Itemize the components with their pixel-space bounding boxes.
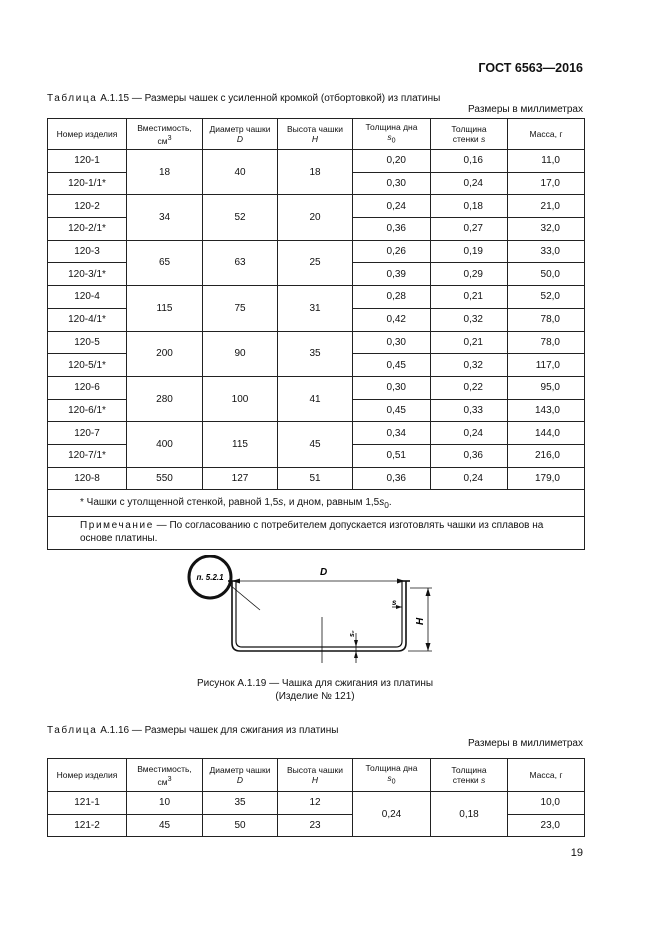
cell-capacity: 550 — [127, 467, 203, 490]
cell-wall: 0,18 — [431, 792, 508, 837]
arrow-s0-top — [354, 640, 358, 647]
cell-capacity: 115 — [127, 286, 203, 331]
cell-capacity: 45 — [127, 814, 203, 837]
cell-mass: 10,0 — [508, 792, 585, 815]
cell-mass: 179,0 — [508, 467, 585, 490]
cell-height: 31 — [278, 286, 353, 331]
header-wall: Толщина стенки s — [431, 119, 508, 150]
cell-wall: 0,29 — [431, 263, 508, 286]
cell-mass: 144,0 — [508, 422, 585, 445]
header-bottom: Толщина дна $s_0$ — [353, 759, 431, 792]
cell-capacity: 65 — [127, 240, 203, 285]
cell-item: 120-7/1* — [48, 444, 127, 467]
table-row — [48, 150, 585, 173]
callout-leader — [230, 585, 260, 610]
cell-capacity: 18 — [127, 150, 203, 195]
cell-item: 120-8 — [48, 467, 127, 490]
cell-wall: 0,21 — [431, 286, 508, 309]
cell-height: 41 — [278, 376, 353, 421]
dimension-d-label: D — [320, 567, 328, 578]
cell-wall: 0,22 — [431, 376, 508, 399]
table2 — [47, 758, 585, 837]
figure-caption-line1: Рисунок А.1.19 — Чашка для сжигания из платины — [196, 678, 434, 689]
cell-bottom: 0,26 — [353, 240, 431, 263]
cell-item: 120-1/1* — [48, 172, 127, 195]
header-height: Высота чашки H — [278, 759, 353, 792]
cell-mass: 52,0 — [508, 286, 585, 309]
table2-units: Размеры в миллиметрах — [468, 738, 583, 749]
table1-units: Размеры в миллиметрах — [468, 104, 583, 115]
callout-label: п. 5.2.1 — [196, 573, 224, 582]
cell-bottom: 0,51 — [353, 444, 431, 467]
cell-wall: 0,24 — [431, 422, 508, 445]
cell-diameter: 115 — [203, 422, 278, 467]
header-mass: Масса, г — [508, 119, 585, 150]
table2-label: Таблица — [47, 725, 98, 736]
table2-title: А.1.16 — Размеры чашек для сжигания из платины — [97, 725, 339, 736]
table1-note-row — [48, 517, 585, 550]
cell-bottom: 0,36 — [353, 218, 431, 241]
table2-header-row — [48, 759, 585, 792]
table1-title: А.1.15 — Размеры чашек с усиленной кромкой (отбортовкой) из платины — [97, 93, 441, 104]
cell-diameter: 100 — [203, 376, 278, 421]
dimension-h-label: H — [415, 617, 426, 625]
cell-mass: 78,0 — [508, 331, 585, 354]
cell-capacity: 200 — [127, 331, 203, 376]
table-row — [48, 240, 585, 263]
figure-caption — [180, 677, 450, 703]
cell-item: 120-5/1* — [48, 354, 127, 377]
cell-bottom: 0,24 — [353, 195, 431, 218]
cell-wall: 0,27 — [431, 218, 508, 241]
cell-wall: 0,24 — [431, 172, 508, 195]
header-capacity: Вместимость, $см^3$ — [127, 119, 203, 150]
table-row — [48, 195, 585, 218]
cell-mass: 117,0 — [508, 354, 585, 377]
cell-bottom: 0,42 — [353, 308, 431, 331]
cup-outer-wall — [232, 581, 406, 651]
table1-note: Примечание — По согласованию с потребителем допускается изготовлять чашки из сплавов на основе платины. — [48, 517, 585, 550]
table1-label: Таблица — [47, 93, 98, 104]
table-row — [48, 467, 585, 490]
cell-item: 120-4/1* — [48, 308, 127, 331]
cell-item: 120-6 — [48, 376, 127, 399]
cell-wall: 0,16 — [431, 150, 508, 173]
cell-bottom: 0,24 — [353, 792, 431, 837]
cell-bottom: 0,30 — [353, 376, 431, 399]
standard-number: ГОСТ 6563—2016 — [478, 61, 583, 75]
figure-caption-line2: (Изделие № 121) — [275, 691, 355, 702]
header-mass: Масса, г — [508, 759, 585, 792]
arrow-h-top — [426, 588, 431, 596]
cell-capacity: 400 — [127, 422, 203, 467]
header-wall: Толщина стенки s — [431, 759, 508, 792]
cell-bottom: 0,36 — [353, 467, 431, 490]
cell-height: 25 — [278, 240, 353, 285]
cell-capacity: 280 — [127, 376, 203, 421]
dimension-s0-label: s₀ — [349, 630, 356, 637]
cell-height: 23 — [278, 814, 353, 837]
cell-item: 120-3/1* — [48, 263, 127, 286]
cell-item: 120-2/1* — [48, 218, 127, 241]
cell-capacity: 34 — [127, 195, 203, 240]
cell-bottom: 0,28 — [353, 286, 431, 309]
arrow-h-bottom — [426, 643, 431, 651]
cell-item: 120-1 — [48, 150, 127, 173]
header-height: Высота чашки H — [278, 119, 353, 150]
header-capacity: Вместимость, $см^3$ — [127, 759, 203, 792]
cell-height: 12 — [278, 792, 353, 815]
cell-mass: 17,0 — [508, 172, 585, 195]
cell-mass: 33,0 — [508, 240, 585, 263]
cell-bottom: 0,20 — [353, 150, 431, 173]
cell-bottom: 0,34 — [353, 422, 431, 445]
table1 — [47, 118, 585, 550]
cell-mass: 23,0 — [508, 814, 585, 837]
table-row — [48, 286, 585, 309]
cell-mass: 32,0 — [508, 218, 585, 241]
cup-drawing — [180, 555, 450, 670]
table-row — [48, 376, 585, 399]
dimension-s-label: s — [392, 598, 397, 607]
cell-bottom: 0,39 — [353, 263, 431, 286]
table-row — [48, 792, 585, 815]
cell-bottom: 0,45 — [353, 354, 431, 377]
cell-height: 51 — [278, 467, 353, 490]
cell-item: 120-6/1* — [48, 399, 127, 422]
cell-diameter: 52 — [203, 195, 278, 240]
cell-wall: 0,36 — [431, 444, 508, 467]
table1-footnote: * Чашки с утолщенной стенкой, равной 1,5s, и дном, равным $1,5s_0$. — [48, 490, 585, 517]
cell-mass: 11,0 — [508, 150, 585, 173]
cell-item: 121-1 — [48, 792, 127, 815]
table2-caption — [47, 725, 338, 736]
cell-wall: 0,18 — [431, 195, 508, 218]
header-diameter: Диаметр чашки D — [203, 759, 278, 792]
cell-diameter: 90 — [203, 331, 278, 376]
header-bottom: Толщина дна $s_0$ — [353, 119, 431, 150]
table-row — [48, 422, 585, 445]
cell-wall: 0,21 — [431, 331, 508, 354]
cell-wall: 0,32 — [431, 308, 508, 331]
cell-mass: 21,0 — [508, 195, 585, 218]
cell-item: 120-4 — [48, 286, 127, 309]
cell-wall: 0,33 — [431, 399, 508, 422]
cell-bottom: 0,45 — [353, 399, 431, 422]
cell-item: 120-3 — [48, 240, 127, 263]
cell-mass: 95,0 — [508, 376, 585, 399]
cell-diameter: 75 — [203, 286, 278, 331]
cell-height: 35 — [278, 331, 353, 376]
cell-wall: 0,19 — [431, 240, 508, 263]
cell-mass: 78,0 — [508, 308, 585, 331]
table1-header-row — [48, 119, 585, 150]
cell-item: 120-7 — [48, 422, 127, 445]
cell-item: 120-5 — [48, 331, 127, 354]
table1-caption — [47, 93, 440, 104]
table-row — [48, 331, 585, 354]
cell-height: 18 — [278, 150, 353, 195]
cell-diameter: 127 — [203, 467, 278, 490]
cell-mass: 143,0 — [508, 399, 585, 422]
cell-diameter: 35 — [203, 792, 278, 815]
cell-height: 45 — [278, 422, 353, 467]
cell-wall: 0,24 — [431, 467, 508, 490]
cell-capacity: 10 — [127, 792, 203, 815]
cup-inner-wall — [236, 581, 402, 647]
header-item: Номер изделия — [48, 119, 127, 150]
page-number: 19 — [570, 847, 583, 859]
cell-wall: 0,32 — [431, 354, 508, 377]
cell-bottom: 0,30 — [353, 172, 431, 195]
header-diameter: Диаметр чашки D — [203, 119, 278, 150]
cell-diameter: 40 — [203, 150, 278, 195]
cell-mass: 50,0 — [508, 263, 585, 286]
cell-bottom: 0,30 — [353, 331, 431, 354]
arrow-s0-bottom — [354, 651, 358, 658]
table1-footnote-row — [48, 490, 585, 517]
cell-diameter: 50 — [203, 814, 278, 837]
header-item: Номер изделия — [48, 759, 127, 792]
cell-height: 20 — [278, 195, 353, 240]
cell-mass: 216,0 — [508, 444, 585, 467]
cell-item: 121-2 — [48, 814, 127, 837]
arrow-s — [396, 605, 402, 609]
cell-diameter: 63 — [203, 240, 278, 285]
cell-item: 120-2 — [48, 195, 127, 218]
